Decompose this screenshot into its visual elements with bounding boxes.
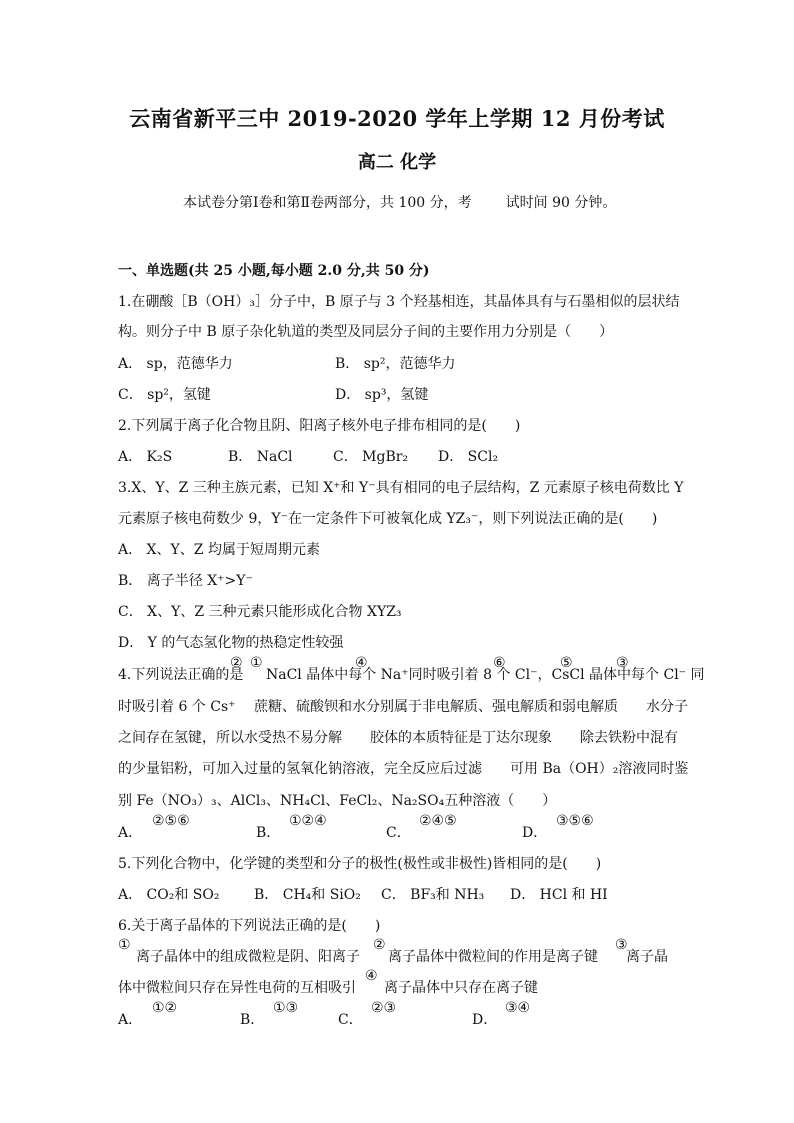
q4-option-c-marks: ②④⑤: [419, 813, 457, 829]
exam-intro: [183, 192, 616, 212]
q1-option-d: D． sp³，氢键: [335, 387, 429, 403]
q3-stem-line1: 3.X、Y、Z 三种主族元素，已知 X⁺和 Y⁻具有相同的电子层结构，Z 元素原子核电荷数比 Y: [118, 480, 684, 496]
q4-option-a-marks: ②⑤⑥: [152, 813, 190, 829]
q6-stem: 6.关于离子晶体的下列说法正确的是( ): [118, 918, 381, 934]
q3-option-c: C． X、Y、Z 三种元素只能形成化合物 XYZ₃: [118, 604, 402, 620]
circled-number-icon: ⑤: [560, 655, 573, 671]
section-heading: 一、单选题(共 25 小题,每小题 2.0 分,共 50 分): [118, 263, 430, 279]
q3-option-b: B． 离子半径 X⁺>Y⁻: [118, 573, 253, 589]
q2-option-c: C． MgBr₂: [333, 449, 409, 465]
q4-option-c-label: C．: [386, 825, 411, 841]
q4-stem-line2: 时吸引着 6 个 Cs⁺ 蔗糖、硫酸钡和水分别属于非电解质、强电解质和弱电解质 水分子: [118, 699, 688, 715]
q6-option-a-marks: ①②: [152, 1000, 178, 1016]
q6-option-d-marks: ③④: [505, 1000, 531, 1016]
q5-option-a: A． CO₂和 SO₂: [118, 887, 220, 903]
q2-option-d: D． SCl₂: [438, 449, 499, 465]
q4-option-d-label: D．: [522, 825, 548, 841]
q4-stem-line5: 别 Fe（NO₃）₃、AlCl₃、NH₄Cl、FeCl₂、Na₂SO₄五种溶液（ ）: [118, 793, 557, 809]
q4-stem-line3: 之间存在氢键，所以水受热不易分解 胶体的本质特征是丁达尔现象 除去铁粉中混有: [118, 730, 678, 746]
circled-number-icon: ④: [355, 655, 368, 671]
page-title: 云南省新平三中 2019-2020 学年上学期 12 月份考试: [129, 106, 665, 131]
q6-option-a-label: A．: [118, 1012, 143, 1028]
q1-option-c: C． sp²，氢键: [118, 387, 211, 403]
circled-number-icon: ③: [616, 655, 629, 671]
q5-stem: 5.下列化合物中，化学键的类型和分子的极性(极性或非极性)皆相同的是( ): [118, 856, 602, 872]
q6-option-c-marks: ②③: [371, 1000, 397, 1016]
q6-option-b-marks: ①③: [273, 1000, 299, 1016]
circled-number-icon: ⑥: [493, 655, 506, 671]
q1-option-a: A． sp，范德华力: [118, 356, 233, 372]
circled-number-icon: ③: [615, 937, 628, 953]
circled-number-icon: ④: [365, 968, 378, 984]
page-subtitle: 高二 化学: [357, 152, 437, 173]
q4-option-b-label: B．: [256, 825, 281, 841]
q5-option-d: D． HCl 和 HI: [510, 887, 608, 903]
q3-option-d: D． Y 的气态氢化物的热稳定性较强: [118, 635, 344, 651]
intro-part-a: 本试卷分第Ⅰ卷和第Ⅱ卷两部分，共 100 分，考: [183, 195, 472, 211]
q4-option-b-marks: ①②④: [289, 813, 327, 829]
q1-stem-line1: 1.在硼酸［B（OH）₃］分子中，B 原子与 3 个羟基相连，其晶体具有与石墨相似的层状结: [118, 294, 680, 310]
circled-number-icon: ②: [373, 937, 386, 953]
q2-option-b: B． NaCl: [228, 449, 293, 465]
q6-statements-line1: 离子晶体中的组成微粒是阴、阳离子 离子晶体中微粒间的作用是离子键 离子晶: [136, 949, 668, 965]
q6-statements-line2: 体中微粒间只存在异性电荷的互相吸引 离子晶体中只存在离子键: [118, 980, 538, 996]
circled-number-icon: ②: [230, 655, 243, 671]
q4-stem-line1: 4.下列说法正确的是: [118, 667, 244, 683]
q2-option-a: A． K₂S: [118, 449, 173, 465]
q1-stem-line2: 构。则分子中 B 原子杂化轨道的类型及同层分子间的主要作用力分别是（ ）: [118, 324, 614, 340]
q6-option-b-label: B．: [240, 1012, 265, 1028]
q2-stem: 2.下列属于离子化合物且阴、阳离子核外电子排布相同的是( ): [118, 418, 521, 434]
circled-number-icon: ①: [250, 655, 263, 671]
q3-option-a: A． X、Y、Z 均属于短周期元素: [118, 542, 320, 558]
q3-stem-line2: 元素原子核电荷数少 9，Y⁻在一定条件下可被氧化成 YZ₃⁻，则下列说法正确的是( ): [118, 511, 658, 527]
q1-option-b: B． sp²，范德华力: [335, 356, 456, 372]
q5-option-c: C． BF₃和 NH₃: [381, 887, 485, 903]
q6-option-c-label: C．: [338, 1012, 363, 1028]
q4-option-d-marks: ③⑤⑥: [556, 813, 594, 829]
q4-option-a-label: A．: [118, 825, 143, 841]
circled-number-icon: ①: [118, 937, 131, 953]
q6-option-d-label: D．: [472, 1012, 498, 1028]
q4-stem-line4: 的少量铝粉，可加入过量的氢氧化钠溶液，完全反应后过滤 可用 Ba（OH）₂溶液同时鉴: [118, 761, 689, 777]
intro-part-b: 试时间 90 分钟。: [505, 195, 617, 211]
q5-option-b: B． CH₄和 SiO₂: [254, 887, 361, 903]
q4-stem-line1-rest: NaCl 晶体中每个 Na⁺同时吸引着 8 个 Cl⁻，CsCl 晶体中每个 Cl⁻ 同: [266, 667, 705, 683]
